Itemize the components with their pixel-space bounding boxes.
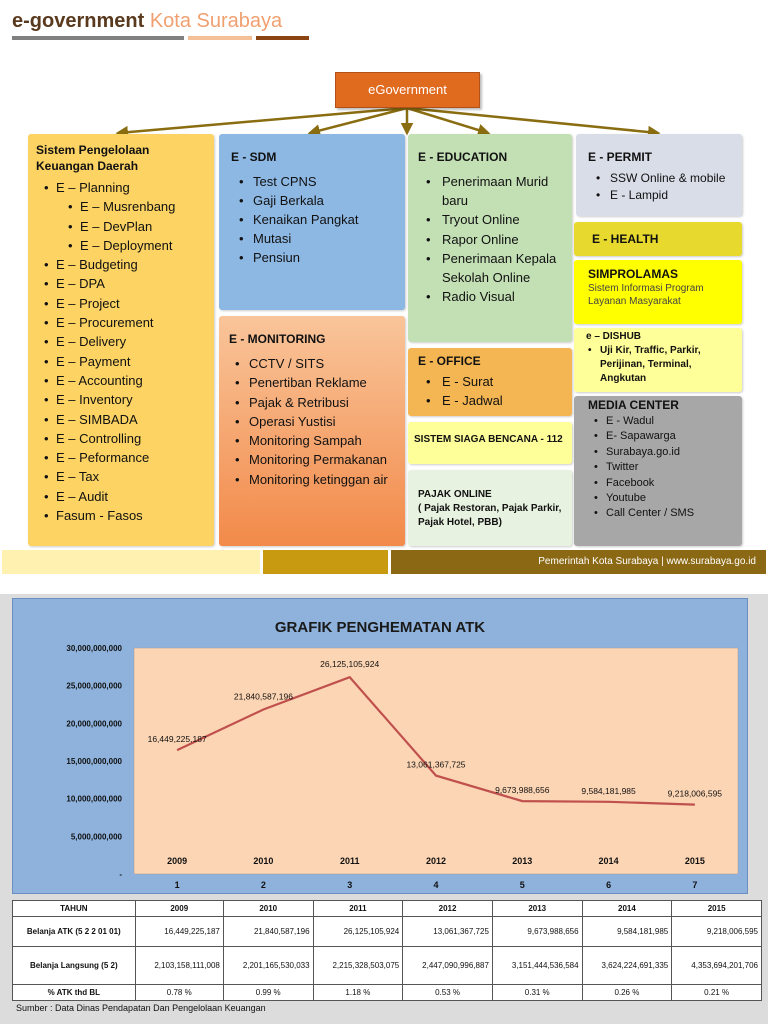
- keuangan-item: • E – Controlling: [42, 429, 206, 448]
- table-cell: 0.78 %: [135, 985, 223, 1001]
- list-item: • E - Jadwal: [418, 391, 562, 410]
- simprolamas-box: [574, 260, 742, 324]
- y-tick-label: -: [119, 870, 122, 879]
- pajak-detail: ( Pajak Restoran, Pajak Parkir, Pajak Hotel, PBB): [418, 503, 562, 528]
- source-note: Sumber : Data Dinas Pendapatan Dan Pengelolaan Keuangan: [16, 1003, 266, 1013]
- table-cell: 0.26 %: [582, 985, 672, 1001]
- data-label: 9,584,181,985: [581, 785, 636, 796]
- data-label: 21,840,587,196: [233, 691, 293, 702]
- table-year-header: 2011: [313, 901, 403, 917]
- y-tick-label: 25,000,000,000: [66, 681, 122, 691]
- table-cell: 4,353,694,201,706: [672, 947, 762, 985]
- list-item: • Test CPNS: [231, 172, 393, 191]
- list-item: • E - Lampid: [588, 187, 730, 204]
- data-table: [12, 900, 762, 1001]
- list-item: • Gaji Berkala: [231, 191, 393, 210]
- year-label: 2012: [425, 856, 447, 866]
- monitoring-title: E - MONITORING: [229, 332, 326, 346]
- simprolamas-subtitle: Sistem Informasi Program Layanan Masyarakat: [588, 283, 704, 307]
- list-item: • Rapor Online: [418, 230, 562, 249]
- table-year-header: 2009: [135, 901, 223, 917]
- table-cell: 0.31 %: [492, 985, 582, 1001]
- list-item: • E- Sapawarga: [588, 429, 728, 444]
- arrow-keuangan: [118, 108, 407, 133]
- list-item: • Call Center / SMS: [588, 506, 728, 521]
- list-item: • E - Surat: [418, 372, 562, 391]
- year-label: 2013: [512, 856, 533, 866]
- keuangan-item: • E – Planning: [42, 178, 206, 197]
- list-item: • Penertiban Reklame: [229, 373, 395, 392]
- chart-title: GRAFIK PENGHEMATAN ATK: [274, 619, 486, 636]
- x-tick-label: 6: [606, 880, 612, 890]
- sdm-list: [231, 172, 393, 267]
- list-item: • Operasi Yustisi: [229, 412, 395, 431]
- keuangan-item: • E – Budgeting: [42, 255, 206, 274]
- list-item: • Uji Kir, Traffic, Parkir, Perijinan, Terminal, Angkutan: [586, 344, 730, 386]
- keuangan-item: • E – Peformance: [42, 448, 206, 467]
- keuangan-item: • E – Payment: [42, 352, 206, 371]
- year-label: 2015: [684, 856, 705, 866]
- x-tick-label: 4: [433, 880, 439, 890]
- table-cell: 13,061,367,725: [403, 917, 493, 947]
- keuangan-item: • E – Audit: [42, 487, 206, 506]
- list-item: • Penerimaan Murid baru: [418, 172, 562, 210]
- y-tick-labels: [66, 644, 122, 879]
- list-item: • Pensiun: [231, 248, 393, 267]
- table-cell: 0.21 %: [672, 985, 762, 1001]
- education-box: [408, 134, 572, 342]
- keuangan-box: [28, 134, 214, 546]
- keuangan-item: • E – Project: [42, 294, 206, 313]
- y-tick-label: 20,000,000,000: [66, 719, 122, 729]
- media-center-box: [574, 396, 742, 546]
- list-item: • Radio Visual: [418, 287, 562, 306]
- table-cell: 9,218,006,595: [672, 917, 762, 947]
- list-item: • Monitoring Permakanan: [229, 450, 395, 469]
- footer-band-light: [2, 550, 260, 574]
- list-item: • Kenaikan Pangkat: [231, 210, 393, 229]
- table-cell: 21,840,587,196: [223, 917, 313, 947]
- list-item: • Tryout Online: [418, 210, 562, 229]
- data-label: 9,673,988,656: [495, 785, 550, 796]
- list-item: • Penerimaan Kepala Sekolah Online: [418, 249, 562, 287]
- list-item: • Surabaya.go.id: [588, 445, 728, 460]
- media-title: MEDIA CENTER: [588, 398, 679, 412]
- keuangan-list: [36, 178, 206, 525]
- table-cell: 0.99 %: [223, 985, 313, 1001]
- table-cell: 2,215,328,503,075: [313, 947, 403, 985]
- y-tick-label: 30,000,000,000: [66, 644, 122, 653]
- x-tick-label: 5: [519, 880, 525, 890]
- keuangan-item: • E – Accounting: [42, 371, 206, 390]
- data-label: 9,218,006,595: [667, 788, 723, 799]
- dishub-title: e – DISHUB: [586, 331, 642, 342]
- table-cell: 3,624,224,691,335: [582, 947, 672, 985]
- pajak-online-box: [408, 470, 572, 546]
- keuangan-title: Sistem Pengelolaan Keuangan Daerah: [36, 143, 150, 173]
- table-cell: 1.18 %: [313, 985, 403, 1001]
- pajak-title: PAJAK ONLINE: [418, 489, 492, 500]
- table-row: [13, 917, 762, 947]
- keuangan-item: • E – Inventory: [42, 390, 206, 409]
- office-list: [418, 372, 562, 410]
- dishub-list: [586, 344, 730, 386]
- keuangan-item: • E – SIMBADA: [42, 410, 206, 429]
- list-item: • Twitter: [588, 460, 728, 475]
- connector-arrows: [0, 0, 768, 140]
- table-header-row: [13, 901, 762, 917]
- table-cell: 0.53 %: [403, 985, 493, 1001]
- siaga-bencana-box: SISTEM SIAGA BENCANA - 112: [408, 422, 572, 464]
- table-cell: 2,201,165,530,033: [223, 947, 313, 985]
- table-year-header: 2010: [223, 901, 313, 917]
- table-row: [13, 947, 762, 985]
- year-label: 2009: [167, 856, 188, 866]
- keuangan-item: • E – DevPlan: [42, 217, 206, 236]
- x-tick-labels: [175, 880, 698, 890]
- list-item: • CCTV / SITS: [229, 354, 395, 373]
- list-item: • Pajak & Retribusi: [229, 393, 395, 412]
- keuangan-item: • E – Musrenbang: [42, 197, 206, 216]
- x-tick-label: 3: [347, 880, 353, 890]
- footer-band-mid: [263, 550, 388, 574]
- table-cell: 26,125,105,924: [313, 917, 403, 947]
- table-cell: 9,584,181,985: [582, 917, 672, 947]
- footer-text: Pemerintah Kota Surabaya | www.surabaya.go.id: [538, 556, 756, 567]
- year-label: 2011: [339, 856, 360, 866]
- title-part2: Kota Surabaya: [149, 10, 283, 32]
- table-year-header: 2012: [403, 901, 493, 917]
- sdm-box: [219, 134, 405, 310]
- x-tick-label: 7: [692, 880, 698, 890]
- table-cell: 16,449,225,187: [135, 917, 223, 947]
- office-title: E - OFFICE: [418, 354, 481, 368]
- permit-box: [576, 134, 742, 216]
- keuangan-item: • E – Delivery: [42, 332, 206, 351]
- keuangan-item: • Fasum - Fasos: [42, 506, 206, 525]
- dishub-box: [574, 328, 742, 392]
- simprolamas-title: SIMPROLAMAS: [588, 267, 678, 281]
- media-list: [588, 414, 728, 522]
- list-item: • SSW Online & mobile: [588, 170, 730, 187]
- table-year-header: 2014: [582, 901, 672, 917]
- permit-list: [588, 170, 730, 204]
- table-cell: 3,151,444,536,584: [492, 947, 582, 985]
- health-box: E - HEALTH: [574, 222, 742, 256]
- list-item: • Monitoring Sampah: [229, 431, 395, 450]
- data-label: 26,125,105,924: [320, 659, 380, 670]
- permit-title: E - PERMIT: [588, 150, 653, 164]
- table-row: [13, 985, 762, 1001]
- list-item: • Facebook: [588, 476, 728, 491]
- y-tick-label: 10,000,000,000: [66, 794, 122, 804]
- data-label: 13,061,367,725: [406, 759, 466, 770]
- monitoring-box: [219, 316, 405, 546]
- y-tick-label: 15,000,000,000: [66, 757, 122, 766]
- table-year-header: 2015: [672, 901, 762, 917]
- egovernment-root: eGovernment: [335, 72, 480, 108]
- monitoring-list: [229, 354, 395, 489]
- table-row-label: Belanja ATK (5 2 2 01 01): [13, 917, 136, 947]
- table-year-header: 2013: [492, 901, 582, 917]
- chart-panel: [0, 594, 768, 1024]
- table-cell: 9,673,988,656: [492, 917, 582, 947]
- footer-band-dark: [391, 550, 766, 574]
- table-row-label: % ATK thd BL: [13, 985, 136, 1001]
- list-item: • Monitoring ketinggan air: [229, 470, 395, 489]
- data-label: 16,449,225,187: [147, 734, 207, 745]
- list-item: • Mutasi: [231, 229, 393, 248]
- list-item: • E - Wadul: [588, 414, 728, 429]
- education-list: [418, 172, 562, 306]
- x-tick-label: 2: [260, 880, 266, 890]
- list-item: • Youtube: [588, 491, 728, 506]
- table-cell: 2,103,158,111,008: [135, 947, 223, 985]
- keuangan-item: • E – Deployment: [42, 236, 206, 255]
- sdm-title: E - SDM: [231, 150, 277, 164]
- education-title: E - EDUCATION: [418, 150, 508, 164]
- y-tick-label: 5,000,000,000: [70, 832, 122, 842]
- keuangan-item: • E – Tax: [42, 467, 206, 486]
- table-cell: 2,447,090,996,887: [403, 947, 493, 985]
- year-label: 2014: [598, 856, 619, 866]
- office-box: [408, 348, 572, 416]
- table-row-label: Belanja Langsung (5 2): [13, 947, 136, 985]
- line-chart: [12, 598, 748, 894]
- title-part1: e-government: [12, 10, 145, 32]
- year-label: 2010: [253, 856, 274, 866]
- keuangan-item: • E – Procurement: [42, 313, 206, 332]
- keuangan-item: • E – DPA: [42, 274, 206, 293]
- table-header-label: TAHUN: [13, 901, 136, 917]
- x-tick-label: 1: [174, 880, 180, 890]
